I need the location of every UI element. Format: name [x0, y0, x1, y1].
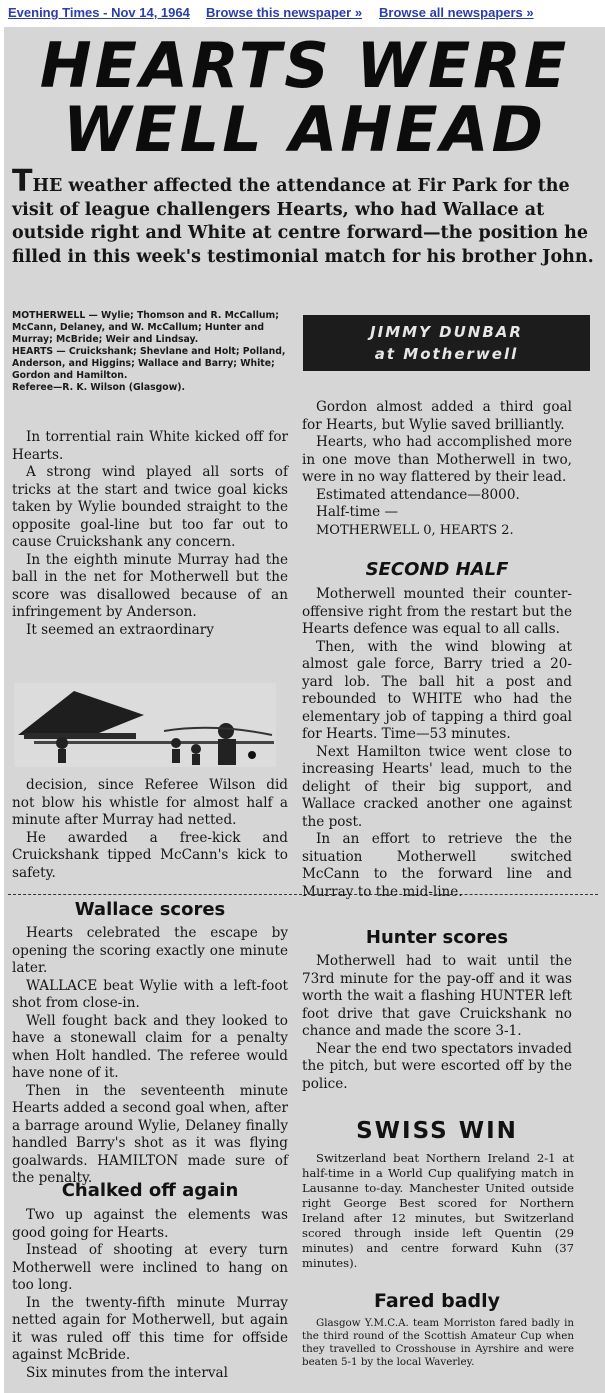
- byline-author: JIMMY DUNBAR: [370, 323, 523, 341]
- byline-box: [303, 315, 590, 371]
- paragraph: Then in the seventeenth minute Hearts added a second goal when, after a barrage around Wylie, Delaney finally handled Barry's shot as it was flying goalwards. HAMILTON made sure of the penalty.: [12, 1082, 288, 1186]
- right-column-middle: [302, 586, 572, 901]
- paragraph: Motherwell mounted their counter-offensive right from the restart but the Hearts defence was equal to all calls.: [302, 586, 572, 637]
- paragraph: decision, since Referee Wilson did not blow his whistle for almost half a minute after Murray had netted.: [12, 777, 288, 828]
- teams-hearts: HEARTS — Cruickshank; Shevlane and Holt; Polland, Anderson, and Higgins; Wallace and Barry; White; Gordon and Hamilton.: [12, 346, 286, 381]
- left-column-bottom: [12, 1207, 288, 1382]
- right-column-upper: [302, 399, 572, 539]
- illustration-footballers: [14, 683, 276, 767]
- paragraph: In the eighth minute Murray had the ball in the net for Motherwell but the score was disallowed because of an infringement by Anderson.: [12, 551, 288, 620]
- paragraph: Two up against the elements was good going for Hearts.: [12, 1207, 288, 1241]
- drop-cap: T: [12, 164, 33, 199]
- swiss-win-body: [302, 1151, 574, 1271]
- browse-all-newspapers-link[interactable]: Browse all newspapers »: [379, 5, 534, 20]
- paragraph: Six minutes from the interval: [26, 1364, 228, 1381]
- half-time-score: MOTHERWELL 0, HEARTS 2.: [316, 522, 514, 538]
- intro-paragraph: [12, 164, 597, 269]
- paragraph: Near the end two spectators invaded the pitch, but were escorted off by the police.: [302, 1040, 572, 1092]
- right-column-lower: [302, 953, 572, 1093]
- headline-line-1: HEARTS WERE: [39, 29, 570, 102]
- swiss-win-headline: SWISS WIN: [356, 1118, 518, 1144]
- paragraph: Then, with the wind blowing at almost gale force, Barry tried a 20-yard lob. The ball hit a post and rebounded to WHITE who had the elementary job of tapping a third goal for Hearts. Time—53 minutes.: [302, 638, 572, 742]
- team-lineups: [12, 310, 290, 394]
- paragraph: In the twenty-fifth minute Murray netted again for Motherwell, but again it was ruled off this time for offside against McBride.: [12, 1294, 288, 1363]
- paragraph: Half-time —: [316, 504, 399, 520]
- teams-motherwell: MOTHERWELL — Wylie; Thomson and R. McCallum; McCann, Delaney, and W. McCallum; Hunter and Murray; McBride; Weir and Lindsay.: [12, 310, 279, 345]
- paragraph: It seemed an extraordinary: [26, 621, 214, 638]
- paragraph: Hearts, who had accomplished more in one move than Motherwell in two, were in no way flattered by their lead.: [302, 434, 572, 485]
- paragraph: A strong wind played all sorts of tricks at the start and twice goal kicks taken by Wylie bounded straight to the opposite goal-line but too far out to cause Cruickshank any concern.: [12, 464, 288, 550]
- paragraph: He awarded a free-kick and Cruickshank tipped McCann's kick to safety.: [12, 829, 288, 881]
- paragraph: Next Hamilton twice went close to increasing Hearts' lead, much to the delight of their big support, and Wallace cracked another one against the post.: [302, 743, 572, 830]
- browse-bar: [0, 0, 605, 27]
- paragraph: In an effort to retrieve the the situation Motherwell switched McCann to the forward line and Murray to the mid-line.: [302, 831, 572, 900]
- paragraph: Motherwell had to wait until the 73rd minute for the pay-off and it was worth the wait a flashing HUNTER left foot drive that gave Cruickshank no chance and made the score 3-1.: [302, 953, 572, 1039]
- paragraph: Estimated attendance—8000.: [316, 486, 520, 503]
- fared-badly-body: [302, 1317, 574, 1369]
- browse-this-newspaper-link[interactable]: Browse this newspaper »: [206, 5, 363, 20]
- intro-text: HE weather affected the attendance at Fir Park for the visit of league challengers Hearts, who had Wallace at outside right and White at centre forward—the position he filled in this week's testimonial match for his brother John.: [12, 176, 594, 267]
- paragraph: Gordon almost added a third goal for Hearts, but Wylie saved brilliantly.: [302, 399, 572, 433]
- paragraph: WALLACE beat Wylie with a left-foot shot from close-in.: [12, 977, 288, 1011]
- paragraph: Well fought back and they looked to have a stonewall claim for a penalty when Holt handled. The referee would have none of it.: [12, 1012, 288, 1081]
- paragraph: Hearts celebrated the escape by opening the scoring exactly one minute later.: [12, 925, 288, 976]
- fared-badly-headline: Fared badly: [373, 1290, 501, 1312]
- byline-location: at Motherwell: [374, 345, 519, 363]
- referee-line: Referee—R. K. Wilson (Glasgow).: [12, 382, 186, 393]
- subhead-hunter-scores: Hunter scores: [365, 927, 509, 948]
- newspaper-clipping: [4, 27, 605, 1393]
- headline-line-2: WELL AHEAD: [62, 93, 546, 166]
- paragraph: Instead of shooting at every turn Motherwell were inclined to hang on too long.: [12, 1242, 288, 1293]
- issue-link[interactable]: Evening Times - Nov 14, 1964: [8, 5, 190, 20]
- subhead-second-half: SECOND HALF: [365, 559, 509, 580]
- left-column-upper: [12, 429, 288, 639]
- paragraph: Glasgow Y.M.C.A. team Morriston fared badly in the third round of the Scottish Amateur Cup when they travelled to Crosshouse in Ayrshire and were beaten 5-1 by the local Waverley.: [302, 1317, 574, 1368]
- left-column-middle: [12, 777, 288, 882]
- paragraph: Switzerland beat Northern Ireland 2-1 at half-time in a World Cup qualifying match in Lausanne to-day. Manchester United outside right George Best scored for Northern Ireland after 12 minutes, but Switzerland scored through inside left Quentin (29 minutes) and centre forward Kuhn (37 minutes).: [302, 1151, 574, 1270]
- subhead-chalked-off: Chalked off again: [61, 1180, 239, 1201]
- paragraph: In torrential rain White kicked off for Hearts.: [12, 429, 288, 463]
- subhead-wallace-scores: Wallace scores: [74, 899, 226, 920]
- left-column-lower: [12, 925, 288, 1188]
